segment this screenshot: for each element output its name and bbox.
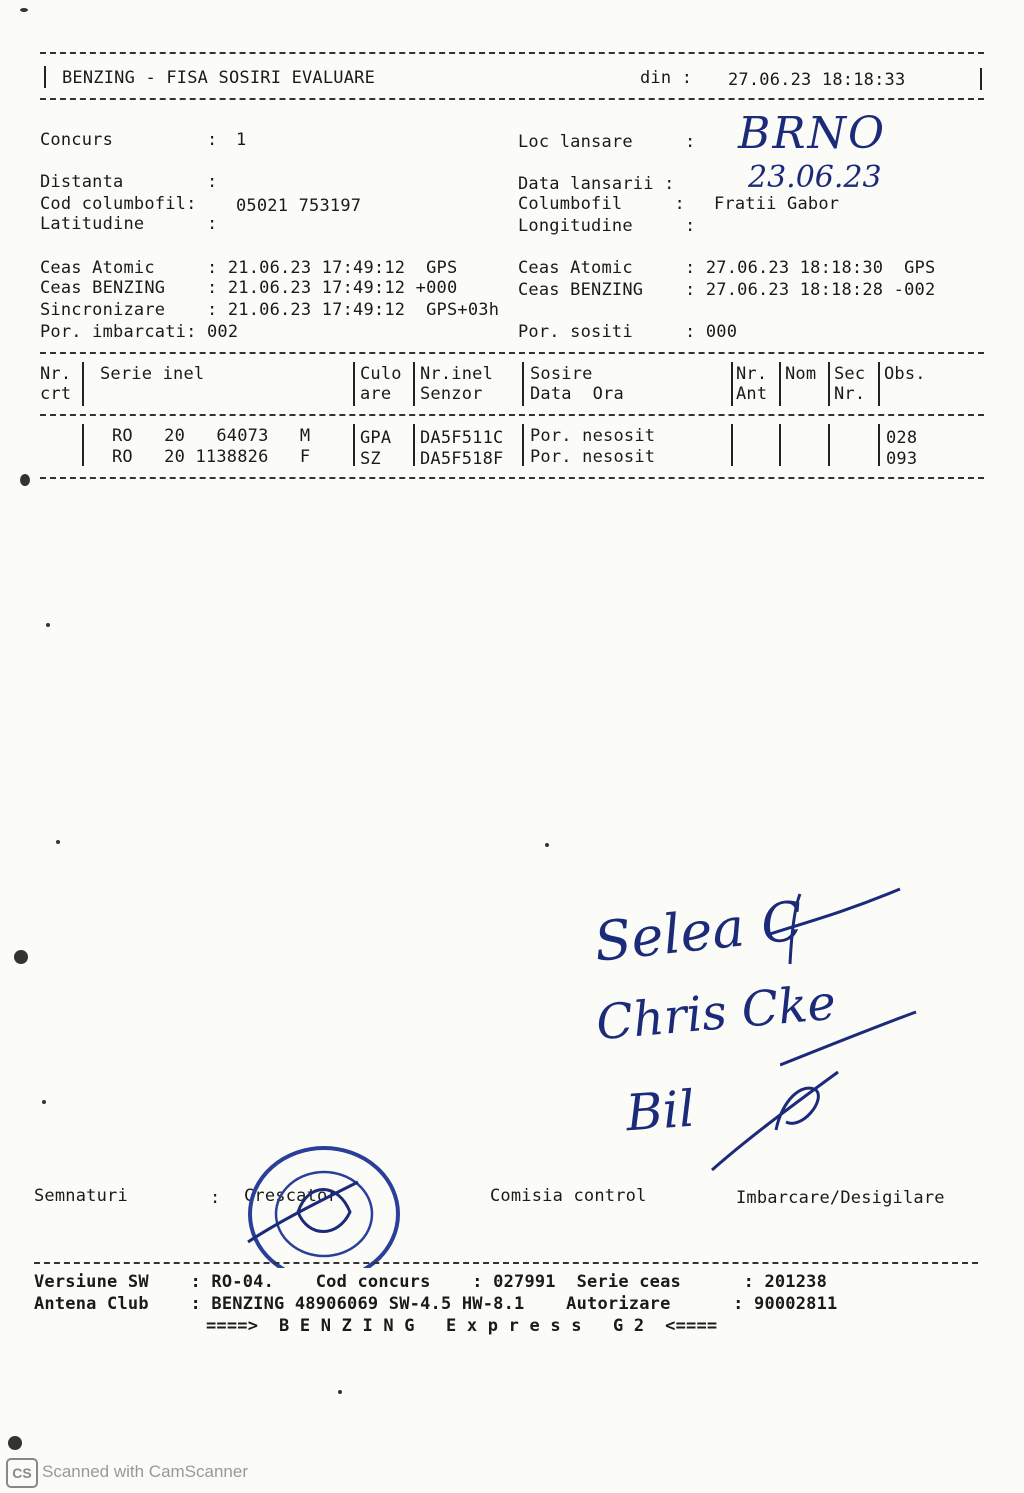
distanta-label: Distanta :: [40, 172, 218, 192]
th-nr-crt: [40, 364, 71, 404]
columbofil-label: Columbofil :: [518, 194, 685, 214]
signature-handwritten: Bil: [624, 1079, 697, 1143]
signature-handwritten: Chris Cke: [594, 974, 839, 1052]
th-sosire-line1: Sosire: [530, 364, 593, 384]
scan-speck: [46, 623, 50, 627]
semnaturi-label: Semnaturi: [34, 1186, 128, 1206]
header-left-bar: [44, 66, 46, 88]
camscanner-watermark: [6, 1458, 266, 1486]
cell-senzor: DA5F518F: [420, 449, 504, 469]
table-top-rule: [40, 352, 984, 354]
th-sec-nr: [834, 364, 865, 404]
th-sec-nr-line1: Sec: [834, 364, 866, 384]
th-sec-nr-line2: Nr.: [834, 384, 866, 404]
th-culoare-line1: Culo: [360, 364, 402, 384]
signature-scribble: [706, 1060, 846, 1175]
concurs-value: 1: [236, 130, 247, 150]
scan-speck: [338, 1390, 342, 1394]
document-title: BENZING - FISA SOSIRI EVALUARE: [62, 68, 376, 88]
data-lansarii-label: Data lansarii :: [518, 174, 675, 194]
th-nr-ant: [736, 364, 767, 404]
table-bottom-rule: [40, 477, 984, 479]
th-divider: [731, 362, 733, 406]
scan-speck: [42, 1100, 46, 1104]
th-divider: [353, 362, 355, 406]
row-divider: [353, 424, 355, 466]
signature-scribble: [760, 884, 910, 974]
loc-lansare-label: Loc lansare :: [518, 132, 696, 152]
th-obs: Obs.: [884, 364, 926, 384]
th-sosire: [530, 364, 624, 404]
scan-speck: [56, 840, 60, 844]
th-culoare-line2: are: [360, 384, 392, 404]
row-divider: [731, 424, 733, 466]
din-label: din :: [640, 68, 693, 88]
cell-sosire: Por. nesosit: [530, 447, 656, 467]
cell-obs: 028: [886, 428, 918, 448]
cell-culoare: GPA: [360, 428, 392, 448]
latitudine-label: Latitudine :: [40, 214, 218, 234]
row-divider: [828, 424, 830, 466]
camscanner-logo-icon: CS: [6, 1458, 38, 1488]
cell-obs: 093: [886, 449, 918, 469]
ceas-atomic-end: Ceas Atomic : 27.06.23 18:18:30 GPS: [518, 258, 936, 278]
ceas-atomic-start: Ceas Atomic : 21.06.23 17:49:12 GPS: [40, 258, 458, 278]
concurs-label: Concurs :: [40, 130, 218, 150]
cell-culoare: SZ: [360, 449, 381, 469]
th-divider: [779, 362, 781, 406]
th-divider: [82, 362, 84, 406]
scan-speck: [8, 1436, 22, 1450]
table-header-rule: [40, 414, 984, 416]
porumbei-sositi: Por. sositi : 000: [518, 322, 738, 342]
header-bottom-rule: [40, 98, 984, 100]
antena-club-line: Antena Club : BENZING 48906069 SW-4.5 HW-8.1 Autorizare : 90002811: [34, 1294, 838, 1314]
row-divider: [878, 424, 880, 466]
din-value: 27.06.23 18:18:33: [728, 70, 906, 90]
bottom-rule: [34, 1262, 978, 1264]
header-top-rule: [40, 52, 984, 54]
th-nr-inel-line2: Senzor: [420, 384, 483, 404]
scan-speck: [545, 843, 549, 847]
cod-columbofil-value: 05021 753197: [236, 196, 362, 216]
porumbei-imbarcati: Por. imbarcati: 002: [40, 322, 239, 342]
signature-handwritten: Selea C: [591, 889, 806, 974]
scan-speck: [20, 474, 30, 486]
th-nr-crt-line2: crt: [40, 384, 72, 404]
th-serie-inel: Serie inel: [100, 364, 205, 384]
th-nr-ant-line1: Nr.: [736, 364, 768, 384]
th-nom: Nom: [785, 364, 817, 384]
cell-serie: RO 20 64073 M: [112, 426, 311, 446]
th-nr-crt-line1: Nr.: [40, 364, 72, 384]
row-divider: [522, 424, 524, 466]
versiune-sw-line: Versiune SW : RO-04. Cod concurs : 027991 Serie ceas : 201238: [34, 1272, 828, 1292]
cell-serie: RO 20 1138826 F: [112, 447, 311, 467]
sincronizare: Sincronizare : 21.06.23 17:49:12 GPS+03h: [40, 300, 500, 320]
th-culoare: [360, 364, 402, 404]
comisia-control-label: Comisia control: [490, 1186, 647, 1206]
loc-lansare-handwritten: BRNO: [738, 108, 887, 159]
th-nr-inel-line1: Nr.inel: [420, 364, 494, 384]
data-lansarii-handwritten: 23.06.23: [748, 160, 882, 195]
longitudine-label: Longitudine :: [518, 216, 696, 236]
scan-speck: [20, 8, 28, 12]
semnaturi-colon: :: [210, 1188, 221, 1208]
crescator-label: Crescator: [244, 1186, 338, 1206]
benzing-express-banner: ====> B E N Z I N G E x p r e s s G 2 <====: [206, 1316, 718, 1336]
ceas-benzing-start: Ceas BENZING : 21.06.23 17:49:12 +000: [40, 278, 458, 298]
columbofil-value: Fratii Gabor: [714, 194, 840, 214]
th-sosire-line2: Data Ora: [530, 384, 624, 404]
row-divider: [779, 424, 781, 466]
cell-sosire: Por. nesosit: [530, 426, 656, 446]
th-divider: [878, 362, 880, 406]
imbarcare-desigilare-label: Imbarcare/Desigilare: [736, 1188, 945, 1208]
cod-columbofil-label: Cod columbofil:: [40, 194, 197, 214]
camscanner-text: Scanned with CamScanner: [42, 1462, 249, 1481]
ceas-benzing-end: Ceas BENZING : 27.06.23 18:18:28 -002: [518, 280, 936, 300]
th-divider: [828, 362, 830, 406]
th-nr-inel: [420, 364, 493, 404]
cell-senzor: DA5F511C: [420, 428, 504, 448]
scan-speck: [14, 950, 28, 964]
row-divider: [82, 424, 84, 466]
header-right-bar: [980, 68, 982, 90]
th-divider: [522, 362, 524, 406]
row-divider: [413, 424, 415, 466]
th-nr-ant-line2: Ant: [736, 384, 768, 404]
club-stamp: [238, 1142, 406, 1268]
th-divider: [413, 362, 415, 406]
